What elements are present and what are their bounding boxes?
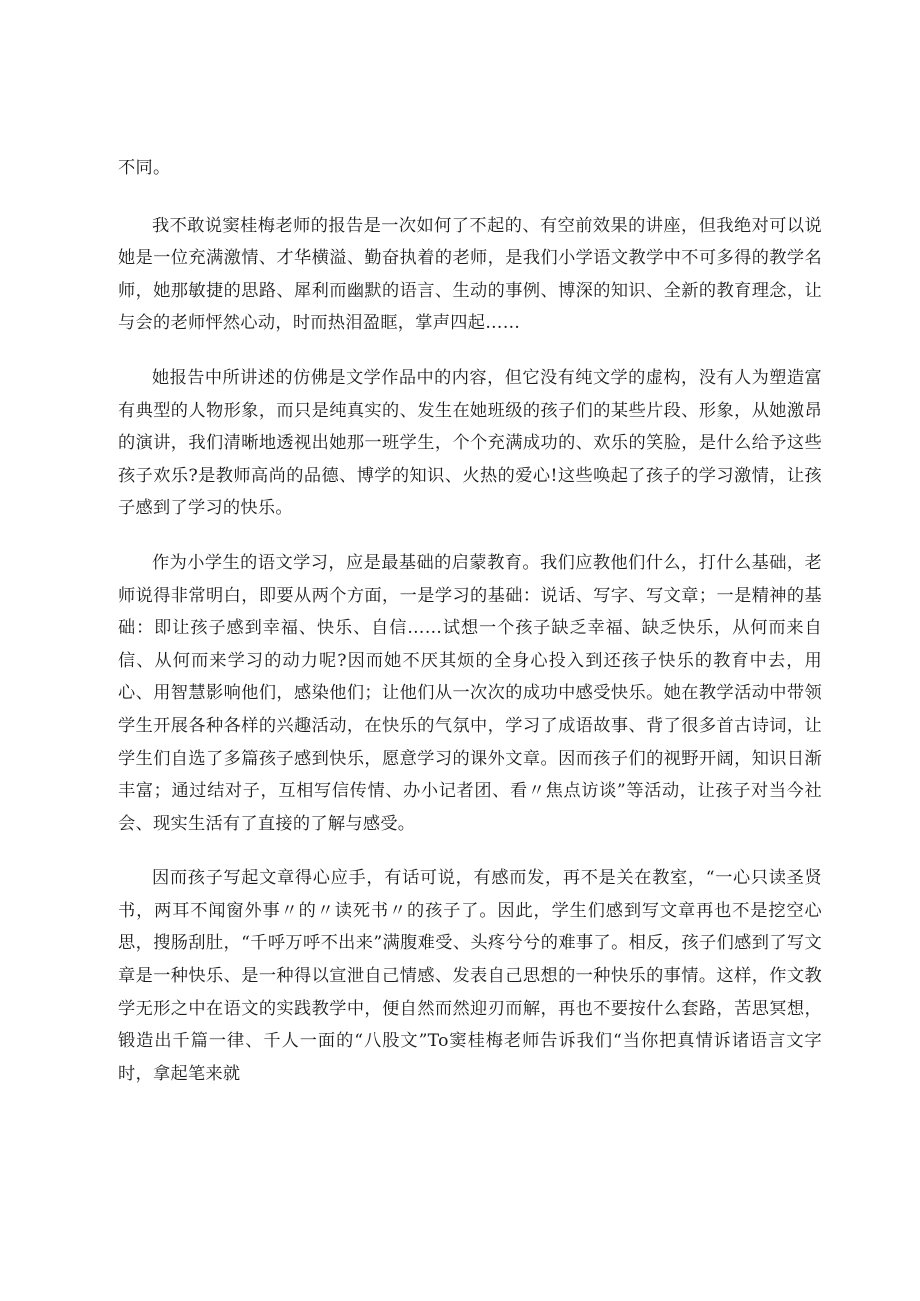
paragraph-continuation: 不同。 [118, 158, 171, 178]
document-body [118, 152, 822, 1112]
paragraph-2: 我不敢说窦桂梅老师的报告是一次如何了不起的、有空前效果的讲座，但我绝对可以说她是一位充满激情、才华横溢、勤奋执着的老师，是我们小学语文教学中不可多得的教学名师，她那敏捷的思路、犀利而幽默的语言、生动的事例、博深的知识、全新的教育理念，让与会的老师怦然心动，时而热泪盈眶，掌声四起…… [118, 215, 822, 334]
paragraph-5: 因而孩子写起文章得心应手，有话可说，有感而发，再不是关在教室，“一心只读圣贤书，两耳不闻窗外事〃的〃读死书〃的孩子了。因此，学生们感到写文章再也不是挖空心思，搜肠刮肚，“千呼万呼不出来”满腹难受、头疼兮兮的难事了。相反，孩子们感到了写文章是一种快乐、是一种得以宣泄自己情感、发表自己思想的一种快乐的事情。这样，作文教学无形之中在语文的实践教学中，便自然而然迎刃而解，再也不要按什么套路，苦思冥想，锻造出千篇一律、千人一面的“八股文”To窦桂梅老师告诉我们“当你把真情诉诸语言文字时，拿起笔来就 [118, 868, 822, 1084]
paragraph-3: 她报告中所讲述的仿佛是文学作品中的内容，但它没有纯文学的虚构，没有人为塑造富有典型的人物形象，而只是纯真实的、发生在她班级的孩子们的某些片段、形象，从她激昂的演讲，我们清晰地透视出她那一班学生，个个充满成功的、欢乐的笑脸，是什么给予这些孩子欢乐?是教师高尚的品德、博学的知识、火热的爱心!这些唤起了孩子的学习激情，让孩子感到了学习的快乐。 [118, 367, 822, 519]
paragraph-4: 作为小学生的语文学习，应是最基础的启蒙教育。我们应教他们什么，打什么基础，老师说得非常明白，即要从两个方面，一是学习的基础：说话、写字、写文章；一是精神的基础：即让孩子感到幸福、快乐、自信……试想一个孩子缺乏幸福、缺乏快乐，从何而来自信、从何而来学习的动力呢?因而她不厌其烦的全身心投入到还孩子快乐的教育中去，用心、用智慧影响他们，感染他们；让他们从一次次的成功中感受快乐。她在教学活动中带领学生开展各种各样的兴趣活动，在快乐的气氛中，学习了成语故事、背了很多首古诗词，让学生们自选了多篇孩子感到快乐，愿意学习的课外文章。因而孩子们的视野开阔，知识日渐丰富；通过结对子，互相写信传情、办小记者团、看〃焦点访谈”等活动，让孩子对当今社会、现实生活有了直接的了解与感受。 [118, 552, 822, 834]
